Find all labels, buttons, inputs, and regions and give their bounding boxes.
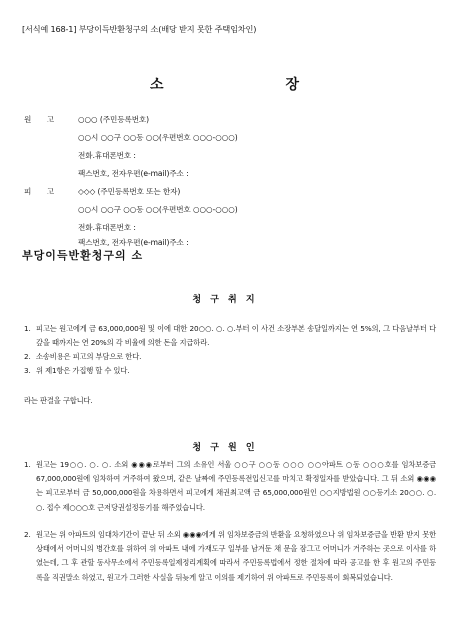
- purpose-item-2: [24, 350, 434, 365]
- plaintiff-fax-email: 팩스번호, 전자우편(e-mail)주소 :: [78, 169, 189, 178]
- defendant-role: [24, 186, 54, 197]
- cause-item-1-text: 원고는 19○○. ○. ○. 소외 ◉◉◉로부터 그의 소유인 서울 ○○구 ○○동 ○○○ ○○아파트 ○동 ○○○호를 임차보증금 67,000,000원에 임차하여 거주하여 왔으며, 같은 날짜에 주민등록전입신고를 마치고 확정일자를 받았습니다. 그 뒤 소외 ◉◉◉는 피고로부터 금 50,000,000원을 차용하면서 피고에게 채권최고액 금 65,000,000원인 ○○지방법원 ○○등기소 20○○. ○. ○. 접수 제○○○호 근저당권설정등기를 해주었습니다.: [36, 460, 436, 512]
- defendant-address: ○○시 ○○구 ○○동 ○○(우편번호 ○○○-○○○): [78, 205, 238, 214]
- cause-item-1-number: 1.: [24, 460, 31, 469]
- cause-item-2-text: 원고는 위 아파트의 임대차기간이 끝난 뒤 소외 ◉◉◉에게 위 임차보증금의 반환을 요청하였으나 위 임차보증금을 반환 받지 못한 상태에서 어머니의 병간호를 위하여 위 아파트 내에 가재도구 일부를 남겨둔 채 문을 잠그고 어머니가 거주하는 곳으로 이사를 하였는데, 그 후 관할 동사무소에서 주민등록일제정리계획에 따라서 주민등록법에서 정한 절차에 따라 공고를 한 후 원고의 주민등록을 직권말소 하였고, 원고가 그러한 사실을 뒤늦게 알고 이의를 제기하여 위 아파트로 주민등록이 회복되었습니다.: [36, 530, 436, 582]
- document-title-char-1: 소: [150, 77, 165, 93]
- defendant-role-char-1: 피: [24, 187, 32, 196]
- cause-item-2-number: 2.: [24, 530, 31, 539]
- plaintiff-role-char-1: 원: [24, 115, 32, 124]
- cause-item-1: [24, 458, 434, 530]
- purpose-item-1: [24, 322, 434, 352]
- defendant-name: ◇◇◇ (주민등록번호 또는 한자): [78, 187, 181, 196]
- plaintiff-role: [24, 114, 54, 125]
- cause-item-2: [24, 528, 434, 614]
- purpose-item-1-text: 피고는 원고에게 금 63,000,000원 및 이에 대한 20○○. ○. ○.부터 이 사건 소장부본 송달일까지는 연 5%의, 그 다음날부터 다 갚을 때까지는 연 20%의 각 비율에 의한 돈을 지급하라.: [36, 324, 436, 348]
- purpose-section-title: 청 구 취 지: [192, 295, 258, 305]
- defendant-fax-email: 팩스번호, 전자우편(e-mail)주소 :: [78, 238, 189, 247]
- plaintiff-address: ○○시 ○○구 ○○동 ○○(우편번호 ○○○-○○○): [78, 133, 238, 142]
- document-title: [150, 74, 300, 94]
- defendant-phone: 전화․휴대폰번호 :: [78, 223, 136, 232]
- judgment-request: 라는 판결을 구합니다.: [24, 396, 93, 405]
- purpose-item-2-number: 2.: [24, 352, 31, 361]
- plaintiff-phone: 전화․휴대폰번호 :: [78, 151, 136, 160]
- form-title: [서식예 168-1] 부당이득반환청구의 소(배당 받지 못한 주택임차인): [22, 24, 257, 34]
- plaintiff-name: ○○○ (주민등록번호): [78, 115, 150, 124]
- defendant-role-char-2: 고: [46, 187, 54, 196]
- purpose-item-3: [24, 364, 434, 379]
- claim-heading: 부당이득반환청구의 소: [22, 249, 144, 262]
- purpose-item-1-number: 1.: [24, 324, 31, 333]
- cause-section-title: 청 구 원 인: [192, 443, 258, 453]
- plaintiff-role-char-2: 고: [46, 115, 54, 124]
- purpose-item-3-text: 위 제1항은 가집행 할 수 있다.: [36, 366, 130, 375]
- purpose-item-2-text: 소송비용은 피고의 부담으로 한다.: [36, 352, 142, 361]
- document-title-char-2: 장: [285, 77, 300, 93]
- purpose-item-3-number: 3.: [24, 366, 31, 375]
